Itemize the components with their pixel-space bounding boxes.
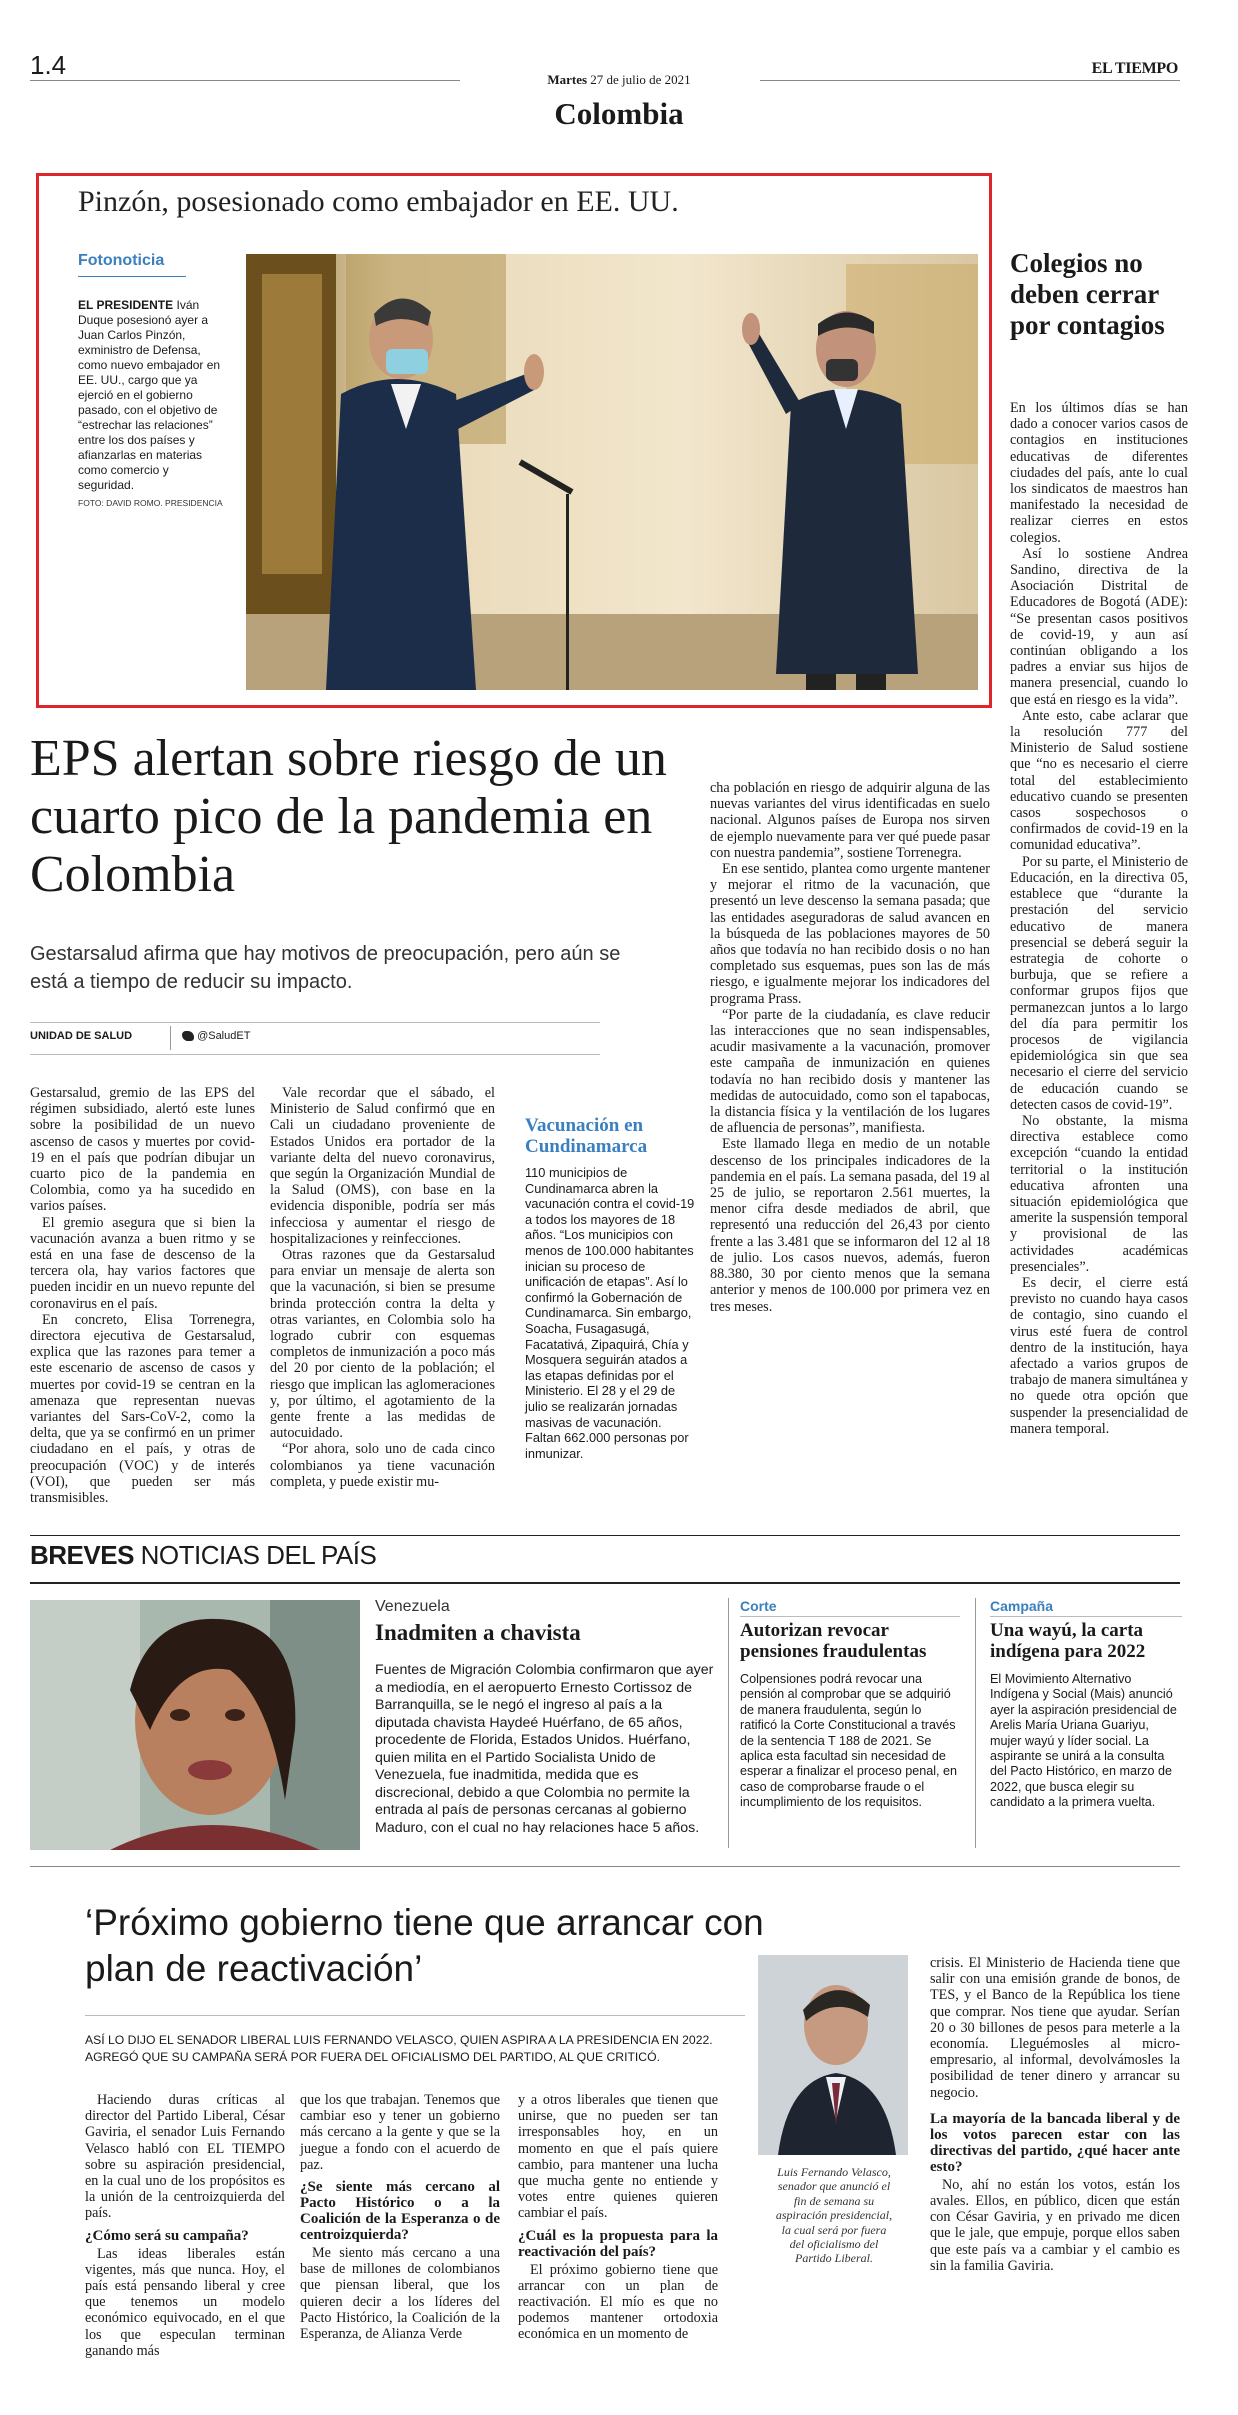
- breve-2-headline: Autorizan revocar pensiones fraudulentas: [740, 1620, 927, 1662]
- vaccination-box-text: 110 municipios de Cundinamarca abren la vacunación contra el covid-19 a todos los mayores de 18 años. “Los municipios con menos de 100.000 habitantes inician su proceso de unificación de etapas”. Así lo confirmó la Gobernación de Cundinamarca. Sin embargo, Soacha, Fusagasugá, Facatativá, Zipaquirá, Chía y Mosquera seguirán atados a las etapas definidas por el Ministerio. El 28 y el 29 de julio se realizarán jornadas masivas de vacunación. Faltan 662.000 personas por inmunizar.: [525, 1165, 695, 1461]
- breve-3-kicker-rule: [990, 1616, 1182, 1617]
- eps-col-2: [270, 1085, 495, 1490]
- interview-col-2: [300, 2092, 500, 2342]
- swearing-in-illustration: [246, 254, 978, 690]
- velasco-photo: [758, 1955, 908, 2155]
- eps-paragraph: Gestarsalud, gremio de las EPS del régimen subsidiado, alertó este lunes sobre la posibilidad de un nuevo ascenso de casos y muertes por covid-19 en el país que podrían dibujar un cuarto pico de la pandemia en Colombia, como ya ha sucedido en varios países.: [30, 1085, 255, 1215]
- breve-1-headline: Inadmiten a chavista: [375, 1620, 581, 1645]
- vaccination-box-title: Vacunación en Cundinamarca: [525, 1115, 648, 1157]
- side-paragraph: No obstante, la misma directiva establece como excepción “cuando la entidad territorial o la institución educativa afronten una situación epidemiológica que amerite la suspensión temporal y provisional de las actividades académicas presenciales”.: [1010, 1112, 1188, 1275]
- eps-paragraph: cha población en riesgo de adquirir alguna de las nuevas variantes del virus identificadas en suelo nacional. Algunos países de Europa nos sirven de ejemplo nuevamente para ver qué puede pasar con nuestra pandemia”, sostiene Torrenegra.: [710, 780, 990, 861]
- answer-2: Me siento más cercano a una base de millones de colombianos que piensan liberal, que los quieren decir a los líderes del Pacto Histórico, la Coalición de la Esperanza, de Alianza Verde: [300, 2245, 500, 2343]
- photo-story-kicker: Fotonoticia: [78, 252, 165, 269]
- byline-text: UNIDAD DE SALUD: [30, 1030, 133, 1042]
- byline-rule-bottom: [30, 1054, 600, 1055]
- answer-1-cont: que los que trabajan. Tenemos que cambiar eso y tener un gobierno más cercano a la gente y que se la juegue a fondo con el acuerdo de paz.: [300, 2092, 500, 2173]
- huerfano-portrait-illustration: [30, 1600, 360, 1850]
- interview-headline: ‘Próximo gobierno tiene que arrancar con plan de reactivación’: [85, 1902, 764, 1989]
- question-2: ¿Se siente más cercano al Pacto Histórico o a la Coalición de la Esperanza o de centroizquierda?: [300, 2179, 500, 2244]
- question-4: La mayoría de la bancada liberal y de los votos parecen estar con las directivas del partido, ¿qué hacer ante esto?: [930, 2110, 1180, 2175]
- kicker-rule: [78, 276, 186, 277]
- breves-header: [30, 1540, 376, 1571]
- breves-divider-2: [975, 1598, 976, 1848]
- photo-credit: FOTO: DAVID ROMO. PRESIDENCIA: [78, 498, 223, 508]
- breve-2-kicker: Corte: [740, 1598, 777, 1614]
- eps-paragraph: Vale recordar que el sábado, el Ministerio de Salud confirmó que en Cali un ciudadano proveniente de Estados Unidos era portador de la variante delta del nuevo coronavirus, que según la Organización Mundial de la Salud (OMS), con base en la evidencia disponible, podría ser más infecciosa y aumentar el riesgo de hospitalizaciones y reinfecciones.: [270, 1085, 495, 1247]
- brand-logo: EL TIEMPO: [1091, 60, 1178, 77]
- vaccination-box: [525, 1115, 695, 1461]
- byline-rule-top: [30, 1022, 600, 1023]
- question-1: ¿Cómo será su campaña?: [85, 2227, 249, 2244]
- answer-3-cont: crisis. El Ministerio de Hacienda tiene que salir con una emisión grande de bonos, de TES, y el Banco de la República los tiene que comprar. Nos tiene que ayudar. Serían 20 o 30 billones de pesos para meterle a la economía. Lleguémosles al micro-empresario, al informal, devolvámosles la posibilidad de tener dinero y arrancar su negocio.: [930, 1955, 1180, 2101]
- page-number: 1.4: [30, 50, 67, 80]
- eps-headline: EPS alertan sobre riesgo de un cuarto pico de la pandemia en Colombia: [30, 730, 667, 903]
- caption-lead: EL PRESIDENTE: [78, 298, 174, 312]
- breve-2-kicker-rule: [740, 1616, 960, 1617]
- eps-paragraph: El gremio asegura que si bien la vacunación avanza a buen ritmo y se está en una fase de descenso de la tercera ola, hay varios factores que pueden incidir en un nuevo repunte del coronavirus en el país.: [30, 1214, 255, 1312]
- breve-3-headline: Una wayú, la carta indígena para 2022: [990, 1620, 1146, 1662]
- breves-rule-bottom: [30, 1866, 1180, 1867]
- twitter-handle: @SaludET: [197, 1030, 251, 1042]
- breve-3-kicker: Campaña: [990, 1598, 1054, 1614]
- side-paragraph: Es decir, el cierre está previsto no cuando haya casos de contagio, sino cuando el virus esté fuera de control dentro de la institución, haya afectado a varios grupos de trabajo de manera simultánea y no quede otra opción que suspender la presencialidad de manera temporal.: [1010, 1274, 1188, 1437]
- answer-3: El próximo gobierno tiene que arrancar con un plan de reactivación. El mío es que no podemos mantener ortodoxia económica en un momento de: [518, 2261, 718, 2343]
- swearing-in-photo: [246, 254, 978, 690]
- eps-col-1: [30, 1085, 255, 1506]
- velasco-photo-caption: Luis Fernando Velasco, senador que anunció el fin de semana su aspiración presidencial, la cual será por fuera del oficialismo del Partido Liberal.: [775, 2165, 893, 2266]
- breve-3-text: El Movimiento Alternativo Indígena y Social (Mais) anunció ayer la aspiración presidencial de Arelis María Uriana Guariyu, mujer wayú y líder social. La aspirante se unirá a la consulta del Pacto Histórico, en marzo de 2022, que busca elegir su candidato a la primera vuelta.: [990, 1672, 1177, 1810]
- date-rest: 27 de julio de 2021: [590, 72, 691, 87]
- breves-label-bold: BREVES: [30, 1540, 134, 1570]
- side-paragraph: Ante esto, cabe aclarar que la resolución 777 del Ministerio de Salud sostiene que “no es necesario el cierre total del establecimiento educativo cuando se presenten casos sospechosos o confirmados de covid-19 en la comunidad educativa”.: [1010, 707, 1188, 854]
- breves-divider-1: [728, 1598, 729, 1848]
- breve-2-text: Colpensiones podrá revocar una pensión al comprobar que se adquirió de manera fraudulenta, según lo ratificó la Corte Constitucional a través de la sentencia T 188 de 2021. Se aplica esta facultad sin necesidad de esperar a finalizar el proceso penal, en caso de comprobarse fraude o el incumplimiento de los requisitos.: [740, 1672, 958, 1810]
- breves-label-light: NOTICIAS DEL PAÍS: [140, 1540, 377, 1570]
- huerfano-photo: [30, 1600, 360, 1850]
- side-paragraph: En los últimos días se han dado a conocer varios casos de contagios en instituciones educativas de diferentes ciudades del país, ante lo cual los sindicatos de maestros han manifestado la necesidad de realizar cierres en estos colegios.: [1010, 400, 1188, 546]
- interview-intro: Haciendo duras críticas al director del Partido Liberal, César Gaviria, el senador Luis Fernando Velasco habló con EL TIEMPO sobre su aspiración presidencial, en la cual uno de los propósitos es la unión de la centroizquierda del país.: [85, 2092, 285, 2222]
- eps-paragraph: En ese sentido, plantea como urgente mantener y mejorar el ritmo de la vacunación, que presentó un leve descenso la semana pasada; que las entidades aseguradoras de salud avancen en la búsqueda de las poblaciones mayores de 50 años que todavía no han recibido dosis o no han completado sus esquemas, pues son las de más riesgo, e igualmente mejorar los indicadores del programa Prass.: [710, 861, 990, 1007]
- side-story-body: [1010, 400, 1188, 1437]
- eps-paragraph: “Por parte de la ciudadanía, es clave reducir las interacciones que no sean indispensables, acudir masivamente a la vacunación, promover este campaña de inmunización en quienes todavía no han recibido dosis y mantener las medidas de autocuidado, como son el tapabocas, la distancia física y la ventilación de los lugares de afluencia de personas”, manifiesta.: [710, 1006, 990, 1137]
- breve-1-kicker: Venezuela: [375, 1598, 450, 1615]
- eps-paragraph: Este llamado llega en medio de un notable descenso de los principales indicadores de la pandemia en el país. La semana pasada, del 19 al 25 de julio, se reportaron 2.561 muertes, la menor cifra desde mediados de abril, que representó una reducción del 26,43 por ciento frente a las 3.481 que se informaron del 12 al 18 de julio. Los casos nuevos, además, fueron 88.380, 30 por ciento menos que la semana anterior y menos de 100.000 por primera vez en tres meses.: [710, 1136, 990, 1315]
- answer-1: Las ideas liberales están vigentes, más que nunca. Hoy, el país está pensando liberal y cree que tenemos un modelo económico equivocado, en el que los que especulan terminan ganando más: [85, 2245, 285, 2359]
- interview-col-3: [518, 2092, 718, 2343]
- interview-deck: ASÍ LO DIJO EL SENADOR LIBERAL LUIS FERNANDO VELASCO, QUIEN ASPIRA A LA PRESIDENCIA EN 2022. AGREGÓ QUE SU CAMPAÑA SERÁ POR FUERA DEL OFICIALISMO DEL PARTIDO, AL QUE CRITICÓ.: [85, 2033, 713, 2064]
- interview-rule: [85, 2015, 745, 2016]
- side-paragraph: Así lo sostiene Andrea Sandino, directiva de la Asociación Distrital de Educadores de Bogotá (ADE): “Se presentan casos positivos de covid-19, y aun así continúan obligando a los padres a enviar sus hijos de manera presencial, cuando lo que está en riesgo es la vida”.: [1010, 545, 1188, 708]
- answer-2-cont: y a otros liberales que tienen que unirse, que no pueden ser tan irresponsables hoy, en un momento en que el país quiere cambio, para mantener una lucha que mucha gente no entiende y votes entre quienes quieren cambiar el país.: [518, 2092, 718, 2222]
- eps-paragraph: “Por ahora, solo uno de cada cinco colombianos ya tiene vacunación completa, y puede existir mu-: [270, 1441, 495, 1490]
- date-prefix: Martes: [547, 72, 588, 87]
- eps-paragraph: Otras razones que da Gestarsalud para enviar un mensaje de alerta son que la vacunación, si bien se presume brinda protección contra la delta y otras variantes, en Colombia solo ha logrado cubrir con esquemas completos de inmunización a poco más del 20 por ciento de la población; el riesgo que implican las aglomeraciones y, por último, el agotamiento de la gente frente a las medidas de autocuidado.: [270, 1247, 495, 1442]
- breves-rule-top: [30, 1535, 1180, 1536]
- side-story-headline: Colegios no deben cerrar por contagios: [1010, 248, 1165, 340]
- date-line: [0, 72, 1238, 88]
- interview-col-1: [85, 2092, 285, 2359]
- side-paragraph: Por su parte, el Ministerio de Educación, en la directiva 05, establece que “durante la prestación del servicio educativo de manera presencial se deberá seguir la estrategia de cohorte o burbuja, que se refiere a conformar grupos fijos que permanezcan juntos a lo largo del día para permitir los procesos de vigilancia epidemiológica sin que sea necesario el cierre del servicio de educación cuando se detecten casos de covid-19”.: [1010, 853, 1188, 1113]
- twitter-icon: [182, 1031, 194, 1041]
- byline-divider: [170, 1026, 171, 1050]
- photo-story-headline: Pinzón, posesionado como embajador en EE. UU.: [78, 185, 679, 218]
- answer-4: No, ahí no están los votos, están los avales. Ellos, en público, dicen que están con César Gaviria, y en privado me dicen que le jale, que empuje, porque ellos saben que este país va a cambiar y el cambio es sin la familia Gaviria.: [930, 2176, 1180, 2274]
- eps-byline: [30, 1030, 132, 1042]
- twitter-handle-line: [182, 1030, 250, 1042]
- eps-paragraph: En concreto, Elisa Torrenegra, directora ejecutiva de Gestarsalud, explica que las razones para temer a este escenario de ascenso de casos y muertes por covid-19 se centran en la amenaza que representan nuevas variantes del Sars-CoV-2, como la delta, que ya se confirmó en un primer ciudadano en el país, y otras de preocupación (VOC) y de interés (VOI), que pueden ser más transmisibles.: [30, 1311, 255, 1507]
- breves-rule-under: [30, 1582, 1180, 1584]
- caption-text: Iván Duque posesionó ayer a Juan Carlos Pinzón, exministro de Defensa, como nuevo embajador en EE. UU., cargo que ya ejerció en el gobierno pasado, con el objetivo de “estrechar las relaciones” entre los dos países y afianzarlas en materias como comercio y seguridad.: [78, 298, 221, 492]
- interview-col-5: [930, 1955, 1180, 2274]
- question-3: ¿Cuál es la propuesta para la reactivación del país?: [518, 2227, 718, 2260]
- breve-1-text: Fuentes de Migración Colombia confirmaron que ayer a mediodía, en el aeropuerto Ernesto Cortissoz de Barranquilla, se le negó el ingreso al país a la diputada chavista Haydeé Huérfano, de 65 años, procedente de Florida, Estados Unidos. Huérfano, quien milita en el Partido Socialista Unido de Venezuela, fue inadmitida, medida que es discrecional, debido a que Colombia no permite la entrada al país de personas cercanas al gobierno Maduro, con el cual no hay relaciones hace 5 años.: [375, 1662, 714, 1836]
- eps-deck: Gestarsalud afirma que hay motivos de preocupación, pero aún se está a tiempo de reducir su impacto.: [30, 943, 621, 993]
- section-title: Colombia: [554, 96, 684, 131]
- photo-story-caption: [78, 298, 228, 511]
- velasco-portrait-illustration: [758, 1955, 908, 2155]
- eps-col-4: [710, 780, 990, 1315]
